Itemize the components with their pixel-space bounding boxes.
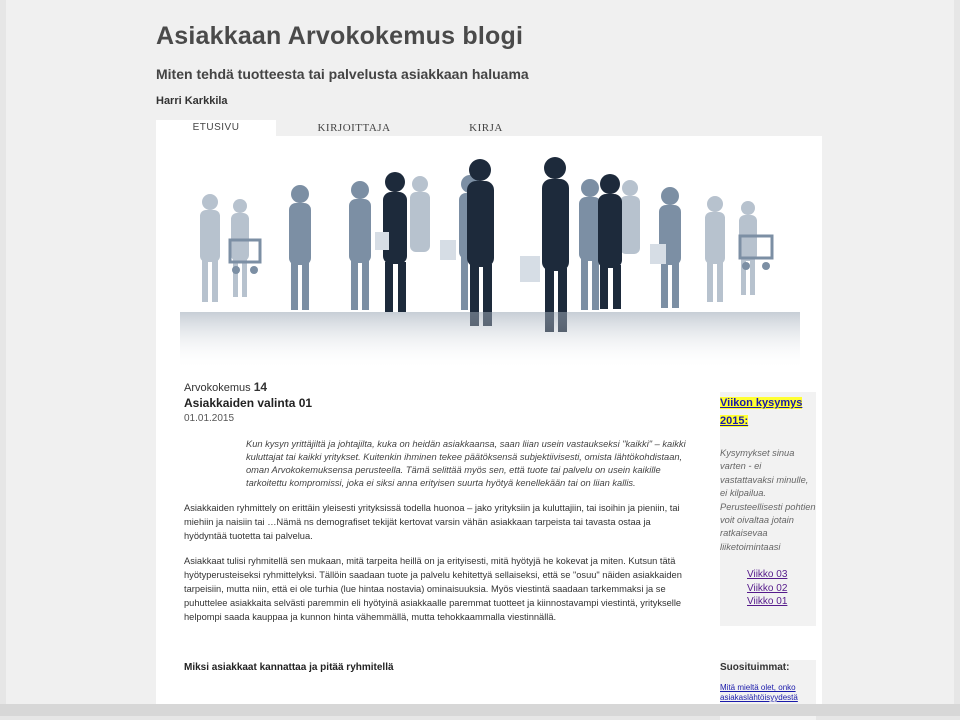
- sidebar-heading[interactable]: Viikon kysymys 2015:: [720, 397, 803, 427]
- post-subheading: Miksi asiakkaat kannattaa ja pitää ryhmitellä: [184, 662, 394, 674]
- popular-title: Suosituimmat:: [720, 662, 790, 673]
- week-link-01[interactable]: Viikko 01: [747, 596, 788, 608]
- sidebar-text: Kysymykset sinua varten - ei vastattavaksi minulle, ei kilpailua. Perusteellisesti pohtien voit oivaltaa jotain ratkaisevaa liiketoimintaasi: [720, 448, 816, 552]
- post-label-number: 14: [253, 380, 268, 394]
- post-quote: Kun kysyn yrittäjiltä ja johtajilta, kuka on heidän asiakkaansa, saan liian usein vastaukseksi "kaikki" – kaikki kuluttajat tai kaikki yritykset. Kuitenkin ihminen tekee päätöksensä subjektiivisesti, omista lähtökohdistaan, oman Arvokokemuksensa perusteella. Tämä selittää myös sen, että tuote tai palvelu on usein kaikille tarkoitettu kompromissi, joka ei siksi anna erityisen suurta hyötyä kenellekään tai on liian kallis.: [246, 439, 686, 488]
- blog-title[interactable]: Asiakkaan Arvokokemus blogi: [156, 22, 524, 50]
- page: [6, 0, 954, 716]
- post-date: 01.01.2015: [184, 413, 235, 424]
- sidebar-heading-wrap: [720, 392, 816, 429]
- tab-etusivu[interactable]: ETUSIVU: [156, 120, 276, 136]
- post-paragraph-2: Asiakkaat tulisi ryhmitellä sen mukaan, mitä tarpeita heillä on ja erityisesti, mitä hyötyjä he kokevat ja miten. Kutsun tätä hyötyperusteiseksi ryhmittelyksi. Tällöin saadaan tuote ja palvelu kehitettyä sellaiseksi, että se "osuu" näiden asiakkaiden tarpeisiin, mutta niin, että ei ole turhia (lue hintaa nostavia) ominaisuuksia. Myös viestintä saadaan tarkemmaksi ja se puhuttelee asiakkaita selvästi paremmin eli hyötyinä asiakkaalle paremmat tuotteet ja kiinnostavampi viestintä, yritykselle helpompi saada kauppaa ja kunnon hinta vähemmällä, mutta tehokkaammalla viestinnällä.: [184, 556, 682, 622]
- week-link-02[interactable]: Viikko 02: [747, 582, 788, 594]
- post-label-prefix: Arvokokemus: [184, 382, 251, 394]
- post-title[interactable]: Asiakkaiden valinta 01: [184, 396, 313, 410]
- bottom-scrollbar[interactable]: [0, 704, 960, 716]
- popular-link[interactable]: Mitä mieltä olet, onko asiakaslähtöisyydestä: [720, 683, 798, 702]
- tab-kirjoittaja[interactable]: KIRJOITTAJA: [317, 122, 391, 134]
- main-content: [184, 380, 684, 673]
- content-panel: [156, 136, 822, 716]
- crowd-shoppers-silhouette-icon: [180, 157, 800, 370]
- banner-image: [170, 144, 810, 374]
- tab-kirja[interactable]: KIRJA: [469, 122, 503, 134]
- blog-author: Harri Karkkila: [156, 95, 228, 107]
- week-links: [720, 568, 816, 609]
- blog-subtitle: Miten tehdä tuotteesta tai palvelusta asiakkaan haluama: [156, 66, 529, 82]
- sidebar-weekly-question: [720, 392, 816, 626]
- nav-tabs: [156, 120, 822, 136]
- week-link-03[interactable]: Viikko 03: [747, 569, 788, 581]
- post-label: [184, 380, 684, 394]
- post-paragraph-1: Asiakkaiden ryhmittely on erittäin yleisesti yrityksissä todella huonoa – jako yrityksiin ja kuluttajiin, tai isoihin ja pieniin, tai miehiin ja naisiin tai …Nämä ns demografiset tekijät kertovat varsin vähän asiakkaan tarpeista tai tavasta ostaa ja hyödyntää tuotetta tai palvelua.: [184, 503, 680, 541]
